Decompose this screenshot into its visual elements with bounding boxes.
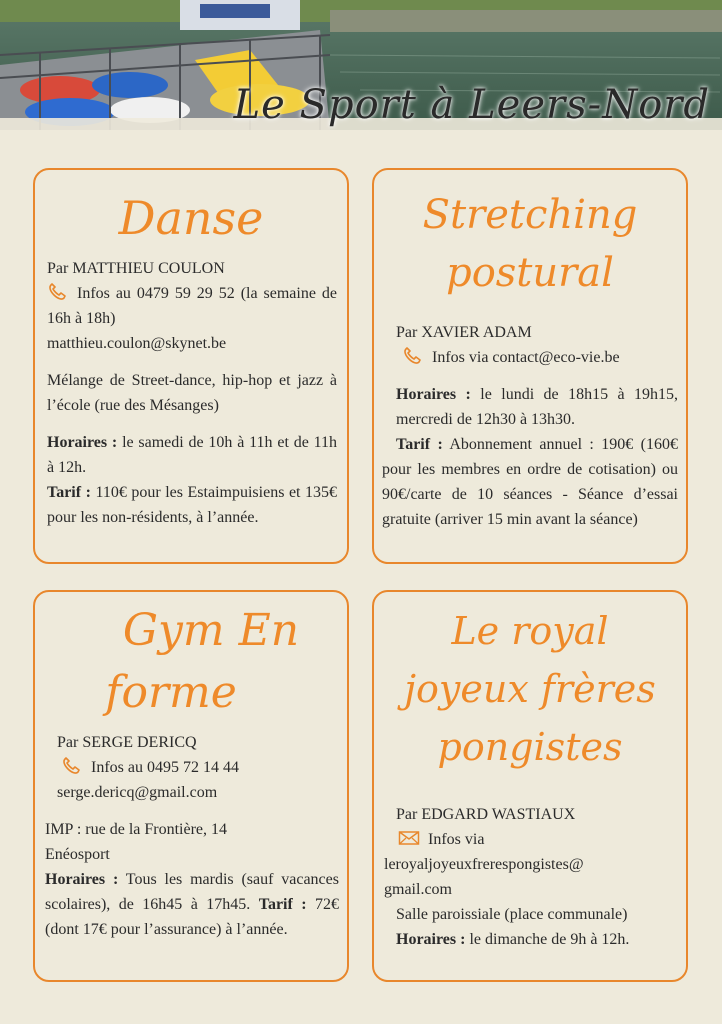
contact-info: Infos via <box>384 827 680 852</box>
description: Mélange de Street-dance, hip-hop et jazz à l’école (rue des Mésanges) <box>47 372 337 414</box>
instructor: Par XAVIER ADAM <box>396 324 532 341</box>
gym-card <box>33 590 349 982</box>
instructor: Par EDGARD WASTIAUX <box>396 806 576 823</box>
danse-card <box>33 168 349 564</box>
card-title: Le royal joyeux frères pongistes <box>404 609 656 769</box>
phone-icon <box>61 757 83 775</box>
stretching-card <box>372 168 688 564</box>
contact-info: Infos via contact@eco-vie.be <box>382 345 678 370</box>
card-body <box>382 320 678 532</box>
card-title: Gym En forme <box>105 605 300 718</box>
horaires: Horaires : le samedi de 10h à 11h et de 11h à 12h. <box>47 434 337 476</box>
card-body <box>45 730 339 942</box>
card-body <box>384 802 680 952</box>
page-title: Le Sport à Leers-Nord <box>233 82 710 128</box>
card-body <box>47 256 337 530</box>
email[interactable]: serge.dericq@gmail.com <box>57 784 218 801</box>
horaires: Horaires : le lundi de 18h15 à 19h15, mercredi de 12h30 à 13h30. <box>396 386 678 428</box>
instructor: Par SERGE DERICQ <box>57 734 197 751</box>
email[interactable]: leroyaljoyeuxfrerespongistes@ gmail.com <box>384 856 584 898</box>
phone-icon <box>402 347 424 365</box>
tarif: Tarif : 110€ pour les Estaimpuisiens et 135€ pour les non-résidents, à l’année. <box>47 484 338 526</box>
email[interactable]: matthieu.coulon@skynet.be <box>47 335 227 352</box>
contact-info: Infos au 0479 59 29 52 (la semaine de 16h à 18h) <box>47 285 337 327</box>
instructor: Par MATTHIEU COULON <box>47 260 225 277</box>
envelope-icon <box>398 829 420 847</box>
horaires: Horaires : le dimanche de 9h à 12h. <box>396 931 630 948</box>
contact-info: Infos au 0495 72 14 44 <box>45 755 339 780</box>
horaires: Horaires : Tous les mardis (sauf vacances scolaires), de 16h45 à 17h45. Tarif : 72€ (dont 17€ pour l’assurance) à l’année. <box>45 871 340 938</box>
location-address: IMP : rue de la Frontière, 14 <box>45 821 228 838</box>
card-title: Danse <box>118 191 264 245</box>
card-title: Stretching postural <box>422 192 638 296</box>
phone-icon <box>47 283 69 301</box>
location: Salle paroissiale (place communale) <box>396 906 628 923</box>
pongistes-card <box>372 590 688 982</box>
tarif: Tarif : Abonnement annuel : 190€ (160€ pour les membres en ordre de cotisation) ou 90€/carte de 10 séances - Séance d’essai gratuite (arriver 15 min avant la séance) <box>382 436 679 528</box>
location-venue: Enéosport <box>45 846 110 863</box>
